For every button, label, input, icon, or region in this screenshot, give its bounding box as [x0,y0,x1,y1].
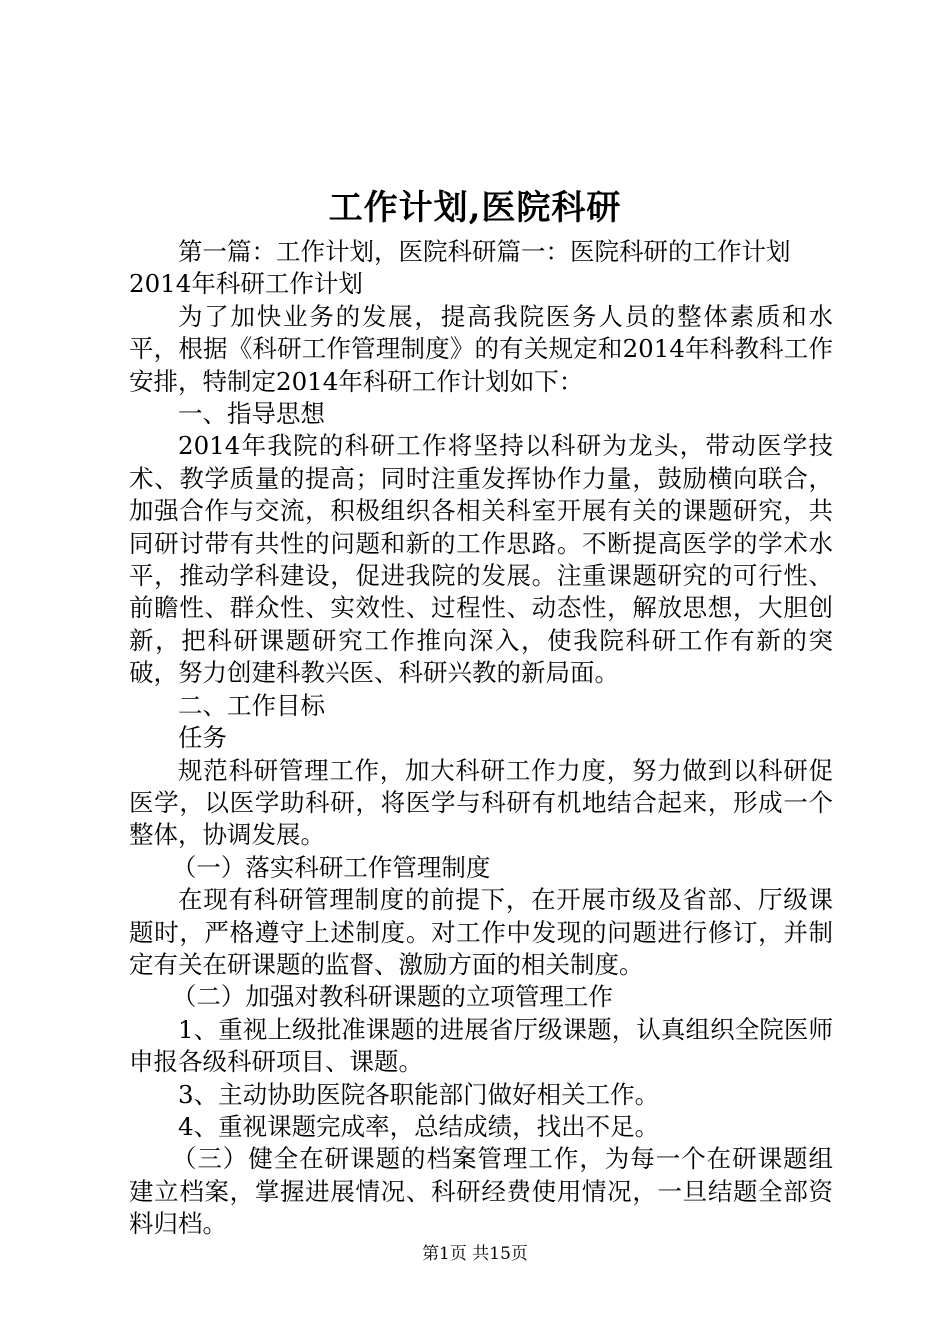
paragraph-item-3: 3、主动协助医院各职能部门做好相关工作。 [178,1079,660,1109]
paragraph-intro: 第一篇：工作计划，医院科研篇一：医院科研的工作计划 [178,237,791,266]
heading-tasks: 任务 [178,723,227,753]
paragraph-item-1: 1、重视上级批准课题的进展省厅级课题，认真组织全院医师申报各级科研项目、课题。 [129,1014,833,1077]
subheading-management-system: （一）落实科研工作管理制度 [171,852,491,882]
document-title: 工作计划,医院科研 [328,188,622,228]
page-footer: 第1页 共15页 [422,1244,528,1264]
heading-work-goals: 二、工作目标 [178,690,325,720]
subheading-project-management: （二）加强对教科研课题的立项管理工作 [171,982,613,1012]
paragraph-archive-management: （三）健全在研课题的档案管理工作，为每一个在研课题组建立档案，掌握进展情况、科研经费使用情况，一旦结题全部资料归档。 [129,1144,833,1239]
paragraph-item-4: 4、重视课题完成率，总结成绩，找出不足。 [178,1111,660,1141]
heading-guiding-thought: 一、指导思想 [178,399,325,429]
paragraph-guiding-thought: 2014年我院的科研工作将坚持以科研为龙头，带动医学技术、教学质量的提高；同时注重发挥协作力量，鼓励横向联合，加强合作与交流，积极组织各相关科室开展有关的课题研究，共同研讨带有共性的问题和新的工作思路。不断提高医学的学术水平，推动学科建设，促进我院的发展。注重课题研究的可行性、前瞻性、群众性、实效性、过程性、动态性，解放思想，大胆创新，把科研课题研究工作推向深入，使我院科研工作有新的突破，努力创建科教兴医、科研兴教的新局面。 [129,431,833,688]
document-body [129,236,833,1241]
paragraph-purpose: 为了加快业务的发展，提高我院医务人员的整体素质和水平，根据《科研工作管理制度》的有关规定和2014年科教科工作安排，特制定2014年科研工作计划如下： [129,301,833,396]
paragraph-tasks: 规范科研管理工作，加大科研工作力度，努力做到以科研促医学，以医学助科研，将医学与科研有机地结合起来，形成一个整体，协调发展。 [129,755,833,850]
paragraph-plan-title: 2014年科研工作计划 [129,269,363,299]
paragraph-management-system: 在现有科研管理制度的前提下，在开展市级及省部、厅级课题时，严格遵守上述制度。对工作中发现的问题进行修订，并制定有关在研课题的监督、激励方面的相关制度。 [129,885,833,979]
